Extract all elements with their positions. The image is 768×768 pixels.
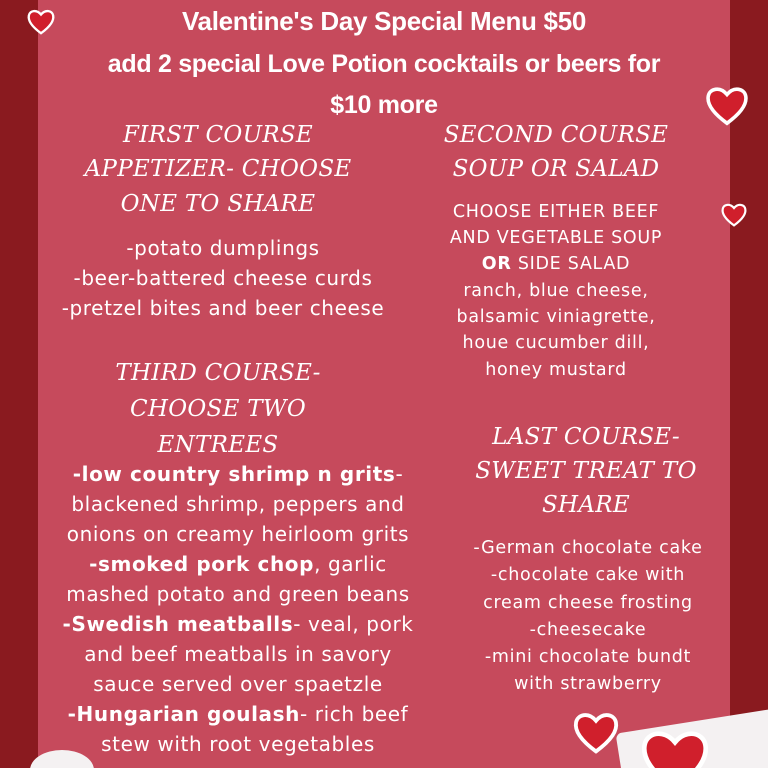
second-course-subheading: SOUP OR SALAD [452, 156, 660, 182]
entree-name: -Swedish meatballs [62, 612, 294, 636]
third-course-heading: THIRD COURSE- [115, 360, 321, 386]
heart-icon [720, 202, 748, 228]
entree-desc: and beef meatballs in savory [84, 642, 392, 666]
first-course-item: -potato dumplings [126, 236, 320, 260]
second-course-line: AND VEGETABLE SOUP [449, 228, 663, 248]
first-course-subheading: ONE TO SHARE [120, 191, 316, 217]
second-course-line: balsamic viniagrette, [456, 307, 656, 327]
entree-name: -Hungarian goulash [67, 702, 300, 726]
last-course-subheading: SHARE [541, 492, 631, 518]
last-course-subheading: SWEET TREAT TO [475, 458, 697, 484]
entree-tail: - rich beef [300, 702, 409, 726]
dessert-item: with strawberry [514, 674, 662, 694]
entree-line [38, 462, 438, 486]
second-course-line: houe cucumber dill, [462, 333, 650, 353]
entree-desc: onions on creamy heirloom grits [66, 522, 410, 546]
third-course-subheading: CHOOSE TWO [129, 396, 307, 422]
entree-line [38, 612, 438, 636]
entree-line [38, 552, 438, 576]
first-course-item: -pretzel bites and beer cheese [61, 296, 385, 320]
entree-desc: sauce served over spaetzle [93, 672, 383, 696]
or-emphasis: OR [481, 254, 512, 274]
dessert-item: cream cheese frosting [483, 593, 693, 613]
second-course-line: honey mustard [485, 360, 627, 380]
side-salad-label: SIDE SALAD [511, 254, 631, 274]
first-course-heading: FIRST COURSE [122, 122, 314, 148]
menu-subtitle-line2: $10 more [330, 91, 438, 119]
entree-line [38, 702, 438, 726]
entree-tail: - veal, pork [293, 612, 414, 636]
third-course-subheading: ENTREES [157, 432, 279, 458]
dessert-item: -chocolate cake with [490, 565, 686, 585]
first-course-subheading: APPETIZER- CHOOSE [84, 156, 352, 182]
entree-tail: - [395, 462, 404, 486]
heart-icon [630, 726, 720, 768]
entree-desc: blackened shrimp, peppers and [71, 492, 405, 516]
heart-icon [570, 710, 622, 756]
dessert-item: -cheesecake [529, 620, 647, 640]
entree-desc: stew with root vegetables [101, 732, 375, 756]
entree-name: -low country shrimp n grits [72, 462, 396, 486]
second-course-line [416, 254, 696, 274]
entree-name: -smoked pork chop [89, 552, 315, 576]
second-course-line: CHOOSE EITHER BEEF [452, 202, 660, 222]
menu-subtitle-line1: add 2 special Love Potion cocktails or beers for [107, 50, 661, 78]
menu-title: Valentine's Day Special Menu $50 [181, 6, 587, 36]
first-course-item: -beer-battered cheese curds [73, 266, 373, 290]
second-course-line: ranch, blue cheese, [463, 281, 649, 301]
last-course-heading: LAST COURSE- [492, 424, 680, 450]
dessert-item: -German chocolate cake [473, 538, 703, 558]
second-course-heading: SECOND COURSE [443, 122, 669, 148]
entree-tail: , garlic [314, 552, 387, 576]
entree-desc: mashed potato and green beans [66, 582, 410, 606]
dessert-item: -mini chocolate bundt [484, 647, 692, 667]
